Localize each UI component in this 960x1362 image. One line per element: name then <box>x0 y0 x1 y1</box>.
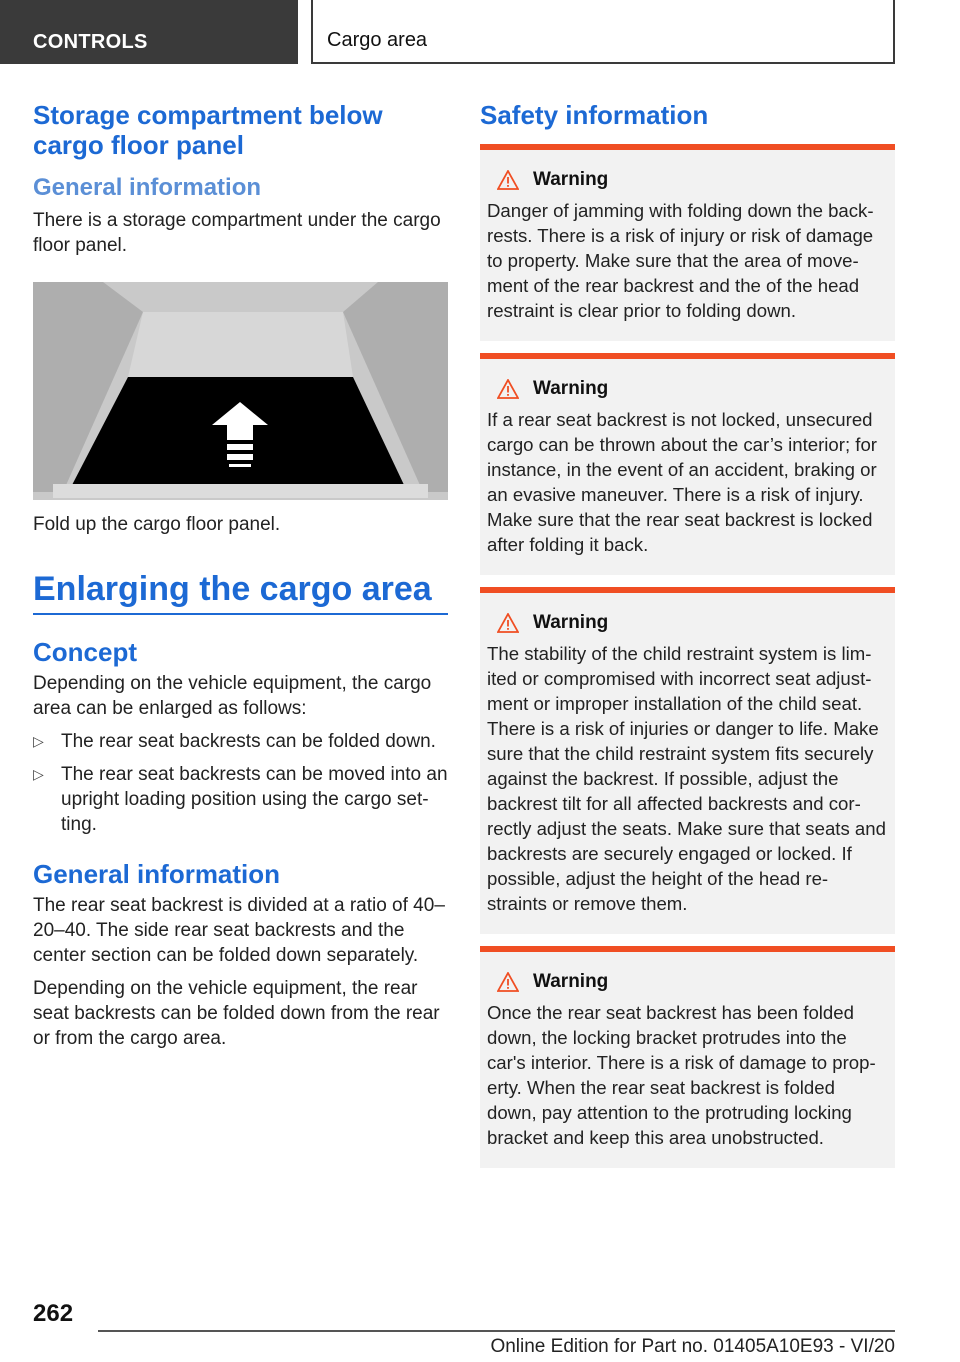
cargo-floor-photo <box>33 282 448 500</box>
warning-triangle-icon <box>497 379 519 399</box>
warning-box <box>480 946 895 1168</box>
chapter-header: Cargo area <box>311 0 895 64</box>
warning-text: Danger of jamming with folding down the back-rests. There is a risk of injury or risk of damage to property. Make sure that the area of move-ment of the rear backrest and the of the head restraint is clear prior to folding down. <box>487 200 874 321</box>
warning-triangle-icon <box>497 613 519 633</box>
storage-title: Storage compartment below cargo floor panel <box>33 100 383 160</box>
warning-triangle-icon <box>497 972 519 992</box>
left-column <box>33 100 448 1051</box>
general2-text-2: Depending on the vehicle equipment, the rear seat backrests can be folded down from the rear or from the cargo area. <box>33 978 440 1049</box>
footer-divider <box>98 1330 895 1332</box>
concept-heading: Concept <box>33 637 137 667</box>
warning-box <box>480 144 895 341</box>
list-item: ▷ The rear seat backrests can be moved into an upright loading position using the cargo set-ting. <box>33 764 448 835</box>
general-text: There is a storage compartment under the cargo floor panel. <box>33 210 441 256</box>
warning-triangle-icon <box>497 170 519 190</box>
page-number: 262 <box>33 1300 74 1327</box>
warning-box <box>480 353 895 575</box>
safety-title: Safety information <box>480 100 709 130</box>
list-item: ▷ The rear seat backrests can be folded down. <box>33 731 436 752</box>
warning-box <box>480 587 895 934</box>
warning-title: Warning <box>533 169 609 190</box>
general-heading: General information <box>33 174 262 201</box>
enlarging-title: Enlarging the cargo area <box>33 569 448 615</box>
warning-text: If a rear seat backrest is not locked, unsecured cargo can be thrown about the car’s interior; for instance, in the event of an accident, braking or an evasive maneuver. There is a risk of injury. Make sure that the rear seat backrest is locked after folding it back. <box>487 409 877 555</box>
warning-title: Warning <box>533 971 609 992</box>
photo-caption: Fold up the cargo floor panel. <box>33 514 281 535</box>
footer-edition: Online Edition for Part no. 01405A10E93 - VI/20 <box>490 1336 895 1357</box>
general2-text-1: The rear seat backrest is divided at a ratio of 40–20–40. The side rear seat backrests and the center section can be folded down separately. <box>33 895 445 966</box>
section-tab: CONTROLS <box>0 0 298 64</box>
warning-title: Warning <box>533 612 609 633</box>
triangle-bullet-icon: ▷ <box>33 766 44 782</box>
concept-text: Depending on the vehicle equipment, the cargo area can be enlarged as follows: <box>33 673 432 719</box>
warning-text: Once the rear seat backrest has been folded down, the locking bracket protrudes into the car's interior. There is a risk of damage to prop-erty. When the rear seat backrest is folded down, pay attention to the protruding locking bracket and keep this area unobstructed. <box>487 1002 876 1148</box>
right-column <box>480 100 895 1168</box>
general2-heading: General information <box>33 859 281 889</box>
warning-text: The stability of the child restraint system is lim-ited or compromised with incorrect seat adjust-ment or improper installation of the child seat. There is a risk of injuries or danger to life. Make sure that the child restraint system fits securely against the backrest. If possible, adjust the backrest tilt for all affected backrests and cor-rectly adjust the seats. Make sure that seats and backrests are securely engaged or locked. If possible, adjust the height of the head re-straints or remove them. <box>487 643 886 914</box>
triangle-bullet-icon: ▷ <box>33 733 44 749</box>
cargo-floor-illustration <box>33 282 448 500</box>
warning-title: Warning <box>533 378 609 399</box>
